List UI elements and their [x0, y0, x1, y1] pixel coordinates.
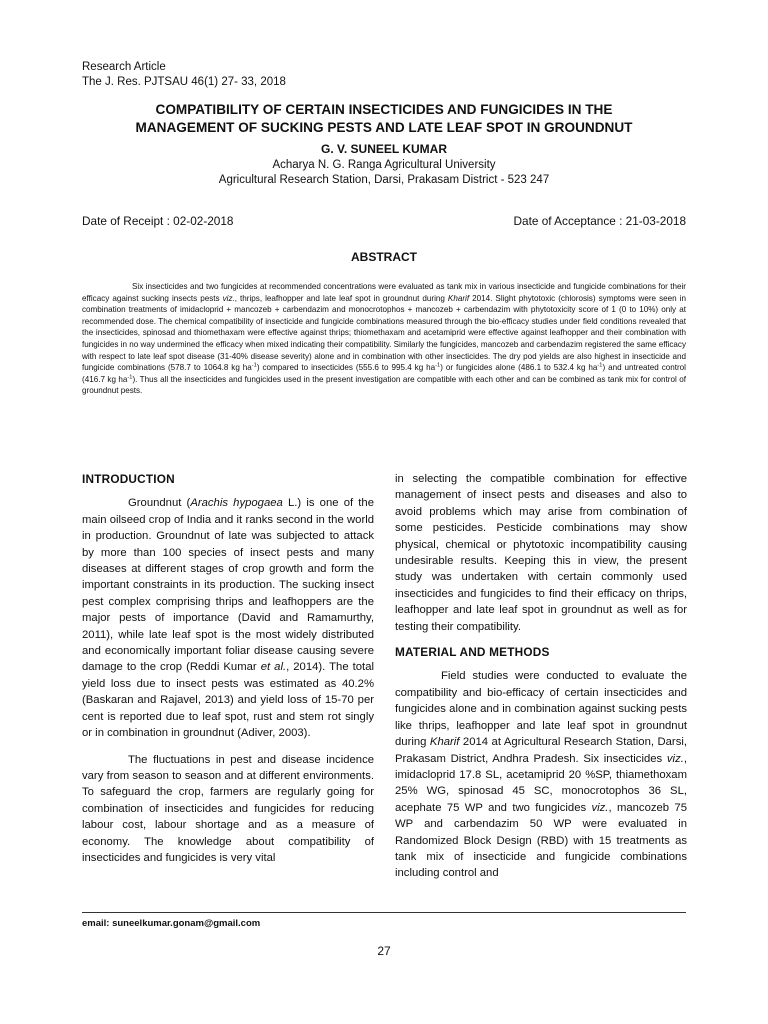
intro-paragraph-2: The fluctuations in pest and disease incidence vary from season to season and at different environments. To safeguard the crop, farmers are regularly going for combination of insecticides and fungicides for reducing labour cost, labour shortage and as a measure of economy. The knowledge about compatibility of insecticides and fungicides is very vital	[82, 753, 374, 864]
left-column	[82, 471, 374, 866]
paper-title	[82, 101, 686, 137]
intro-paragraph-continued: in selecting the compatible combination for effective management of insect pests and diseases and also to avoid problems which may arise from combination of some pesticides. Pesticide combinations may show physical, chemical or phytotoxic incompatibility causing undesirable results. Keeping this in view, the present study was undertaken with certain commonly used insecticides and fungicides to find their efficacy on thrips, leafhopper and late leaf spot in groundnut as well as for testing their compatibility.	[395, 473, 687, 633]
affiliation-station: Agricultural Research Station, Darsi, Prakasam District - 523 247	[218, 174, 550, 186]
page-number: 27	[377, 944, 391, 958]
title-line-1: COMPATIBILITY OF CERTAIN INSECTICIDES AND FUNGICIDES IN THE	[155, 102, 613, 117]
author-name: G. V. SUNEEL KUMAR	[320, 142, 448, 156]
intro-paragraph-1: Groundnut (Arachis hypogaea L.) is one of the main oilseed crop of India and it ranks second in the world in production. Groundnut of late was subjected to attack by more than 100 species of insect pests and many diseases at different stages of crop growth and form the important constraints in its production. The sucking insect pest complex comprising thrips and leafhoppers are the major pests of importance (David and Ramamurthy, 2011), while late leaf spot is the most widely distributed and economically important foliar disease causing severe damage to the crop (Reddi Kumar et al., 2014). The total yield loss due to insect pests was estimated as 40.2% (Baskaran and Rajavel, 2013) and yield loss of 15-70 per cent is reported due to leaf spot, rust and stem rot singly or in combination in groundnut (Adiver, 2003).	[82, 497, 374, 740]
affiliation-university: Acharya N. G. Ranga Agricultural University	[272, 158, 496, 171]
title-line-2: MANAGEMENT OF SUCKING PESTS AND LATE LEAF SPOT IN GROUNDNUT	[135, 120, 633, 135]
author-email: email: suneelkumar.gonam@gmail.com	[82, 918, 261, 929]
author-block	[82, 142, 686, 189]
abstract-heading: ABSTRACT	[351, 250, 417, 264]
journal-citation: The J. Res. PJTSAU 46(1) 27- 33, 2018	[82, 76, 286, 88]
right-column	[395, 471, 687, 882]
methods-heading: MATERIAL AND METHODS	[395, 645, 550, 660]
introduction-heading: INTRODUCTION	[82, 472, 175, 486]
journal-header	[82, 60, 286, 90]
footnote-rule	[82, 912, 686, 913]
methods-paragraph-1: Field studies were conducted to evaluate the compatibility and bio-efficacy of certain insecticides and fungicides alone and in combination against sucking pests like thrips, leafhopper and late leaf spot in groundnut during Kharif 2014 at Agricultural Research Station, Darsi, Prakasam District, Andhra Pradesh. Six insecticides viz., imidacloprid 17.8 SL, acetamiprid 20 %SP, thiamethoxam 25% WG, spinosad 45 SC, monocrotophos 36 SL, acephate 75 WP and two fungicides viz., mancozeb 75 WP and carbendazim 50 WP were evaluated in Randomized Block Design (RBD) with 15 treatments as tank mix of insecticide and fungicide combinations including control and	[395, 670, 687, 880]
article-type: Research Article	[82, 61, 166, 73]
date-of-receipt: Date of Receipt : 02-02-2018	[82, 214, 234, 228]
dates-row	[82, 214, 686, 228]
abstract-text: Six insecticides and two fungicides at recommended concentrations were evaluated as tank mix in various insecticide and fungicide combinations for their efficacy against sucking insects pests viz., thrips, leafhopper and late leaf spot in groundnut during Kharif 2014. Slight phytotoxic (chlorosis) symptoms were seen in combination treatments of imidacloprid + mancozeb + carbendazim and monocrotophos + mancozeb + carbendazim with phytotoxicity score of 1 (0 to 10%) only at recommended dose. The chemical compatibility of insecticide and fungicide combinations measured through the bio-efficacy studies under field conditions revealed that the insecticides, spinosad and thiomethaxam were effective against thrips; thiomethaxam and acetamiprid were effective against leafhopper and their combination with fungicides in no way undermined the efficacy when mixed indicating their compatibility. Similarly the fungicides, mancozeb and carbendazim registered the same efficacy with respect to late leaf spot disease (31-40% disease severity) alone and in combination with other insecticides. The dry pod yields are also highest in insecticide and fungicide combinations (578.7 to 1064.8 kg $ha^{-1}$) compared to insecticides (555.6 to 995.4 kg $ha^{-1}$) or fungicides alone (486.1 to 532.4 kg $ha^{-1}$) and untreated control (416.7 kg $ha^{-1}$). Thus all the insecticides and fungicides used in the present investigation are compatible with each other and can be combined as tank mix for control of groundnut pests.	[82, 282, 686, 396]
date-of-acceptance: Date of Acceptance : 21-03-2018	[513, 214, 686, 228]
